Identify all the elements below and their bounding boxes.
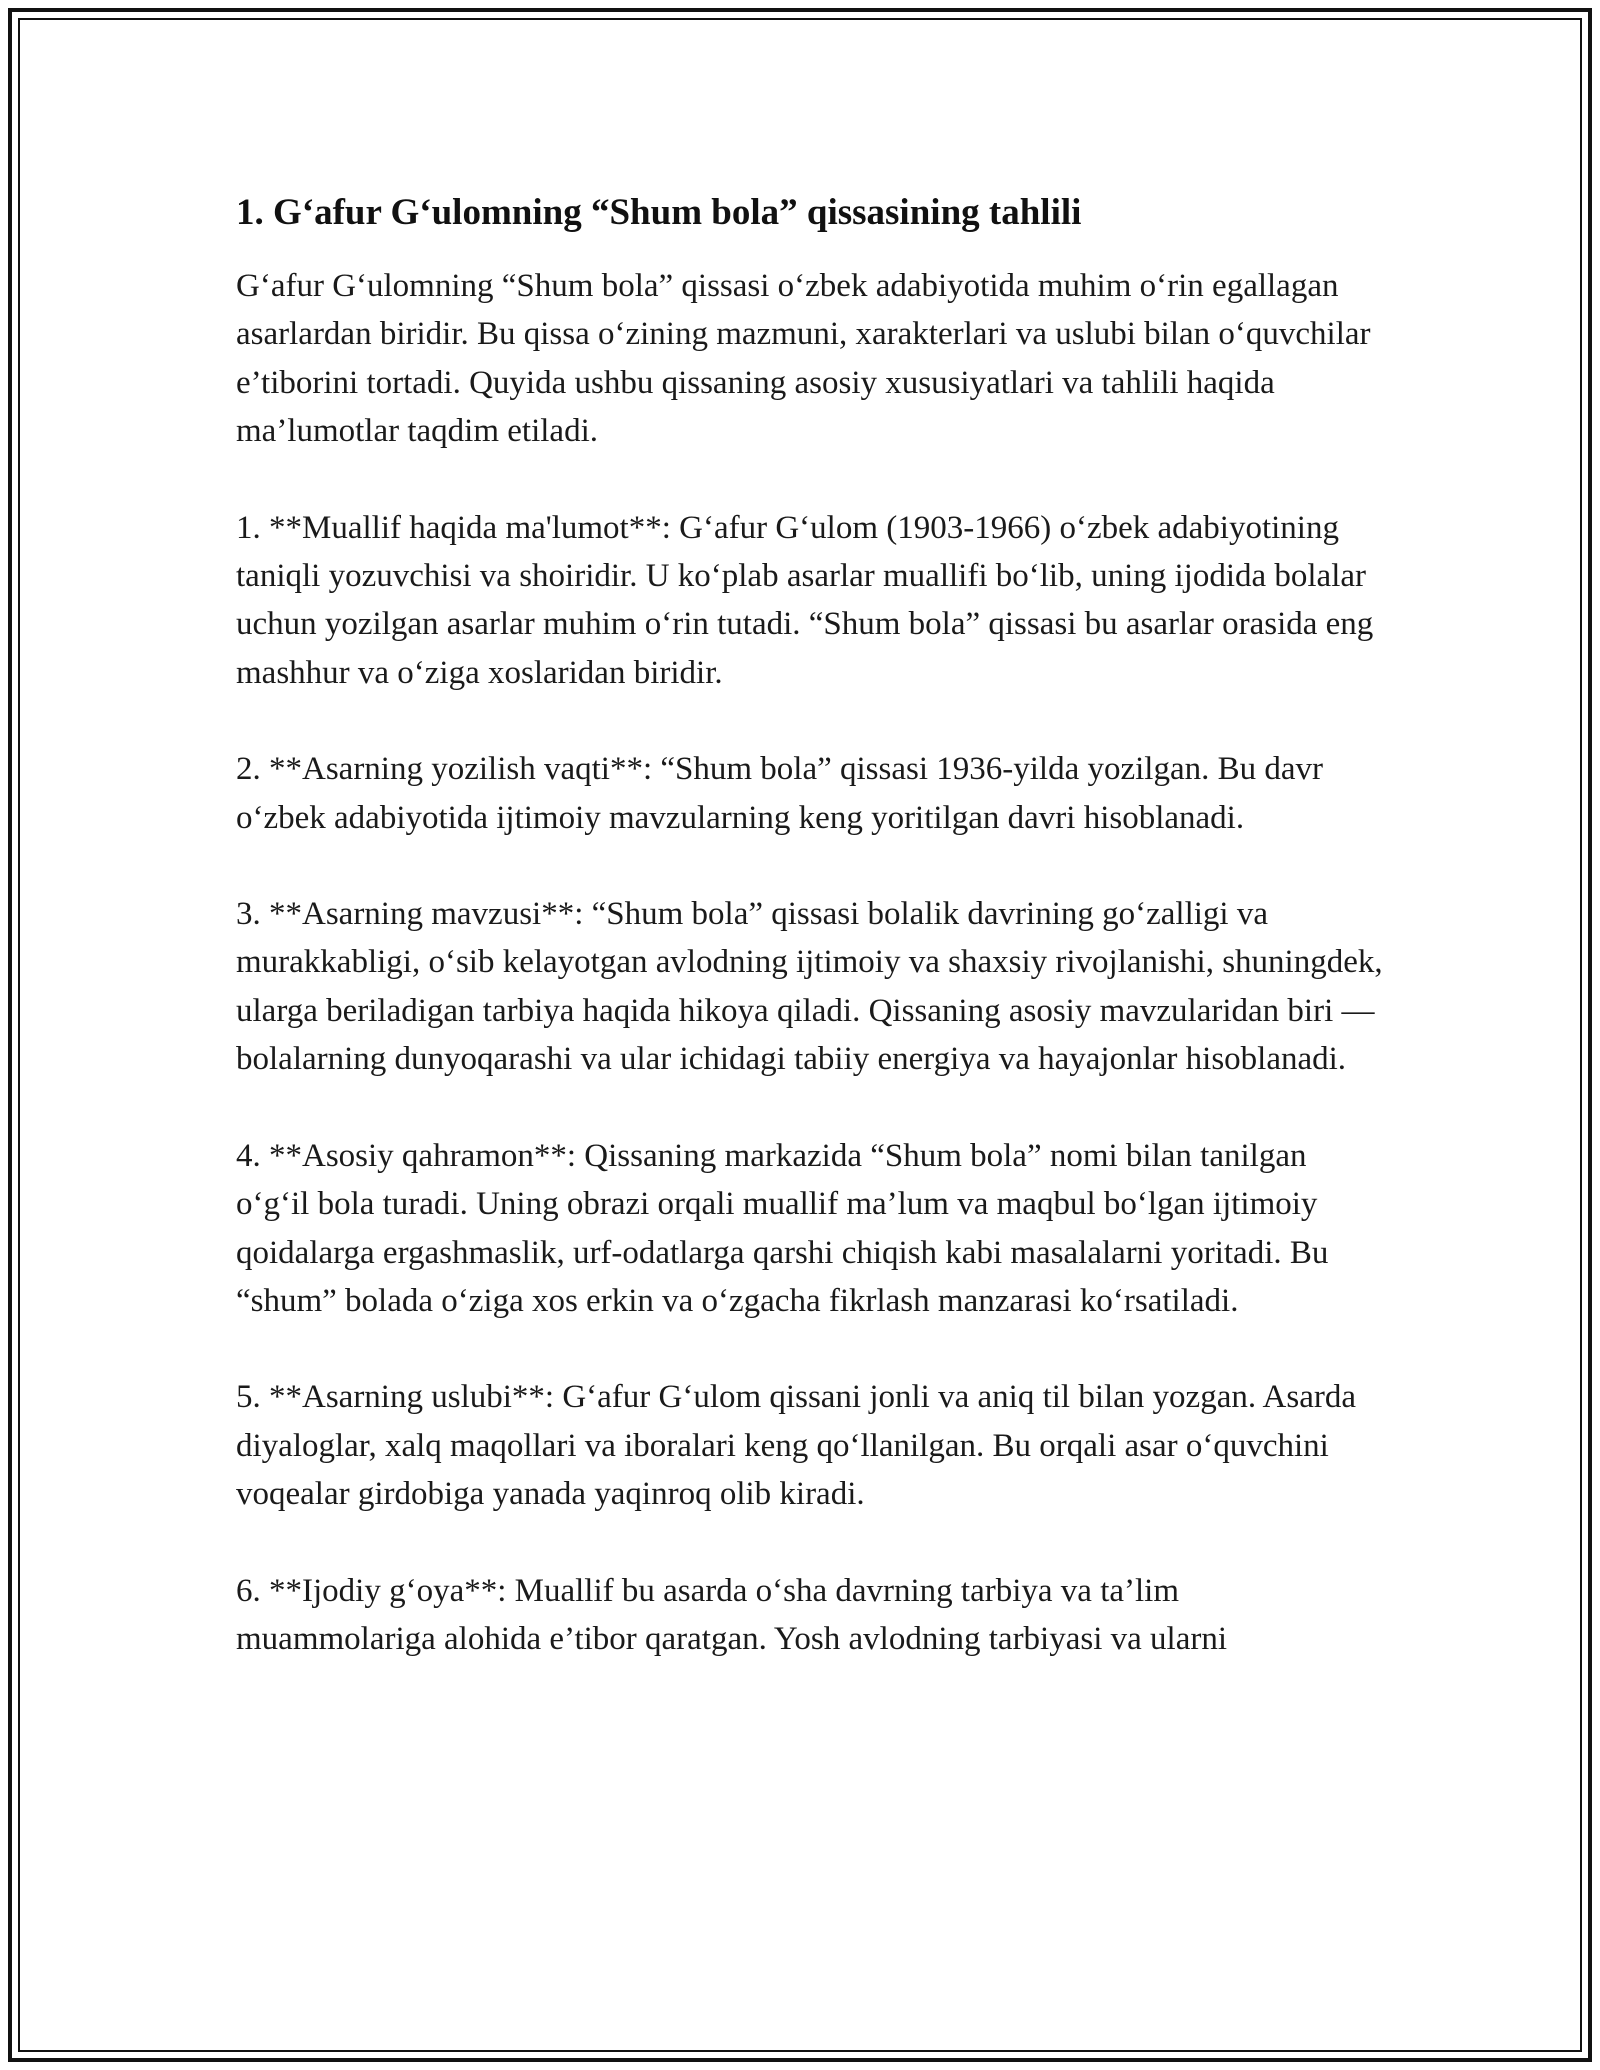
paragraph-author-info: 1. **Muallif haqida ma'lumot**: G‘afur G‘ulom (1903-1966) o‘zbek adabiyotining taniqli yozuvchisi va shoiridir. U ko‘plab asarlar muallifi bo‘lib, uning ijodida bolalar uchun yozilgan asarlar muhim o‘rin tutadi. “Shum bola” qissasi bu asarlar orasida eng mashhur va o‘ziga xoslaridan biridir. — [236, 509, 1374, 691]
document-page — [236, 186, 1386, 1663]
paragraph-main-hero: 4. **Asosiy qahramon**: Qissaning markazida “Shum bola” nomi bilan tanilgan o‘g‘il bola turadi. Uning obrazi orqali muallif ma’lum va maqbul bo‘lgan ijtimoiy qoidalarga ergashmaslik, urf-odatlarga qarshi chiqish kabi masalalarni yoritadi. Bu “shum” bolada o‘ziga xos erkin va o‘zgacha fikrlash manzarasi ko‘rsatiladi. — [236, 1137, 1329, 1319]
paragraph-theme: 3. **Asarning mavzusi**: “Shum bola” qissasi bolalik davrining go‘zalligi va murakkabligi, o‘sib kelayotgan avlodning ijtimoiy va shaxsiy rivojlanishi, shuningdek, ularga beriladigan tarbiya haqida hikoya qiladi. Qissaning asosiy mavzularidan biri — bolalarning dunyoqarashi va ular ichidagi tabiiy energiya va hayajonlar hisoblanadi. — [236, 896, 1383, 1078]
paragraph-writing-date: 2. **Asarning yozilish vaqti**: “Shum bola” qissasi 1936-yilda yozilgan. Bu davr o‘zbek adabiyotida ijtimoiy mavzularning keng yoritilgan davri hisoblanadi. — [236, 751, 1324, 836]
paragraph-creative-idea: 6. **Ijodiy g‘oya**: Muallif bu asarda o‘sha davrning tarbiya va ta’lim muammolariga alohida e’tibor qaratgan. Yosh avlodning tarbiyasi va ularni — [236, 1572, 1227, 1657]
paragraph-style: 5. **Asarning uslubi**: G‘afur G‘ulom qissani jonli va aniq til bilan yozgan. Asarda diyaloglar, xalq maqollari va iboralari keng qo‘llanilgan. Bu orqali asar o‘quvchini voqealar girdobiga yanada yaqinroq olib kiradi. — [236, 1379, 1356, 1513]
document-title: 1. G‘afur G‘ulomning “Shum bola” qissasining tahlili — [236, 192, 1082, 233]
paragraph-intro: G‘afur G‘ulomning “Shum bola” qissasi o‘zbek adabiyotida muhim o‘rin egallagan asarlardan biridir. Bu qissa o‘zining mazmuni, xarakterlari va uslubi bilan o‘quvchilar e’tiborini tortadi. Quyida ushbu qissaning asosiy xususiyatlari va tahlili haqida ma’lumotlar taqdim etiladi. — [236, 268, 1371, 450]
